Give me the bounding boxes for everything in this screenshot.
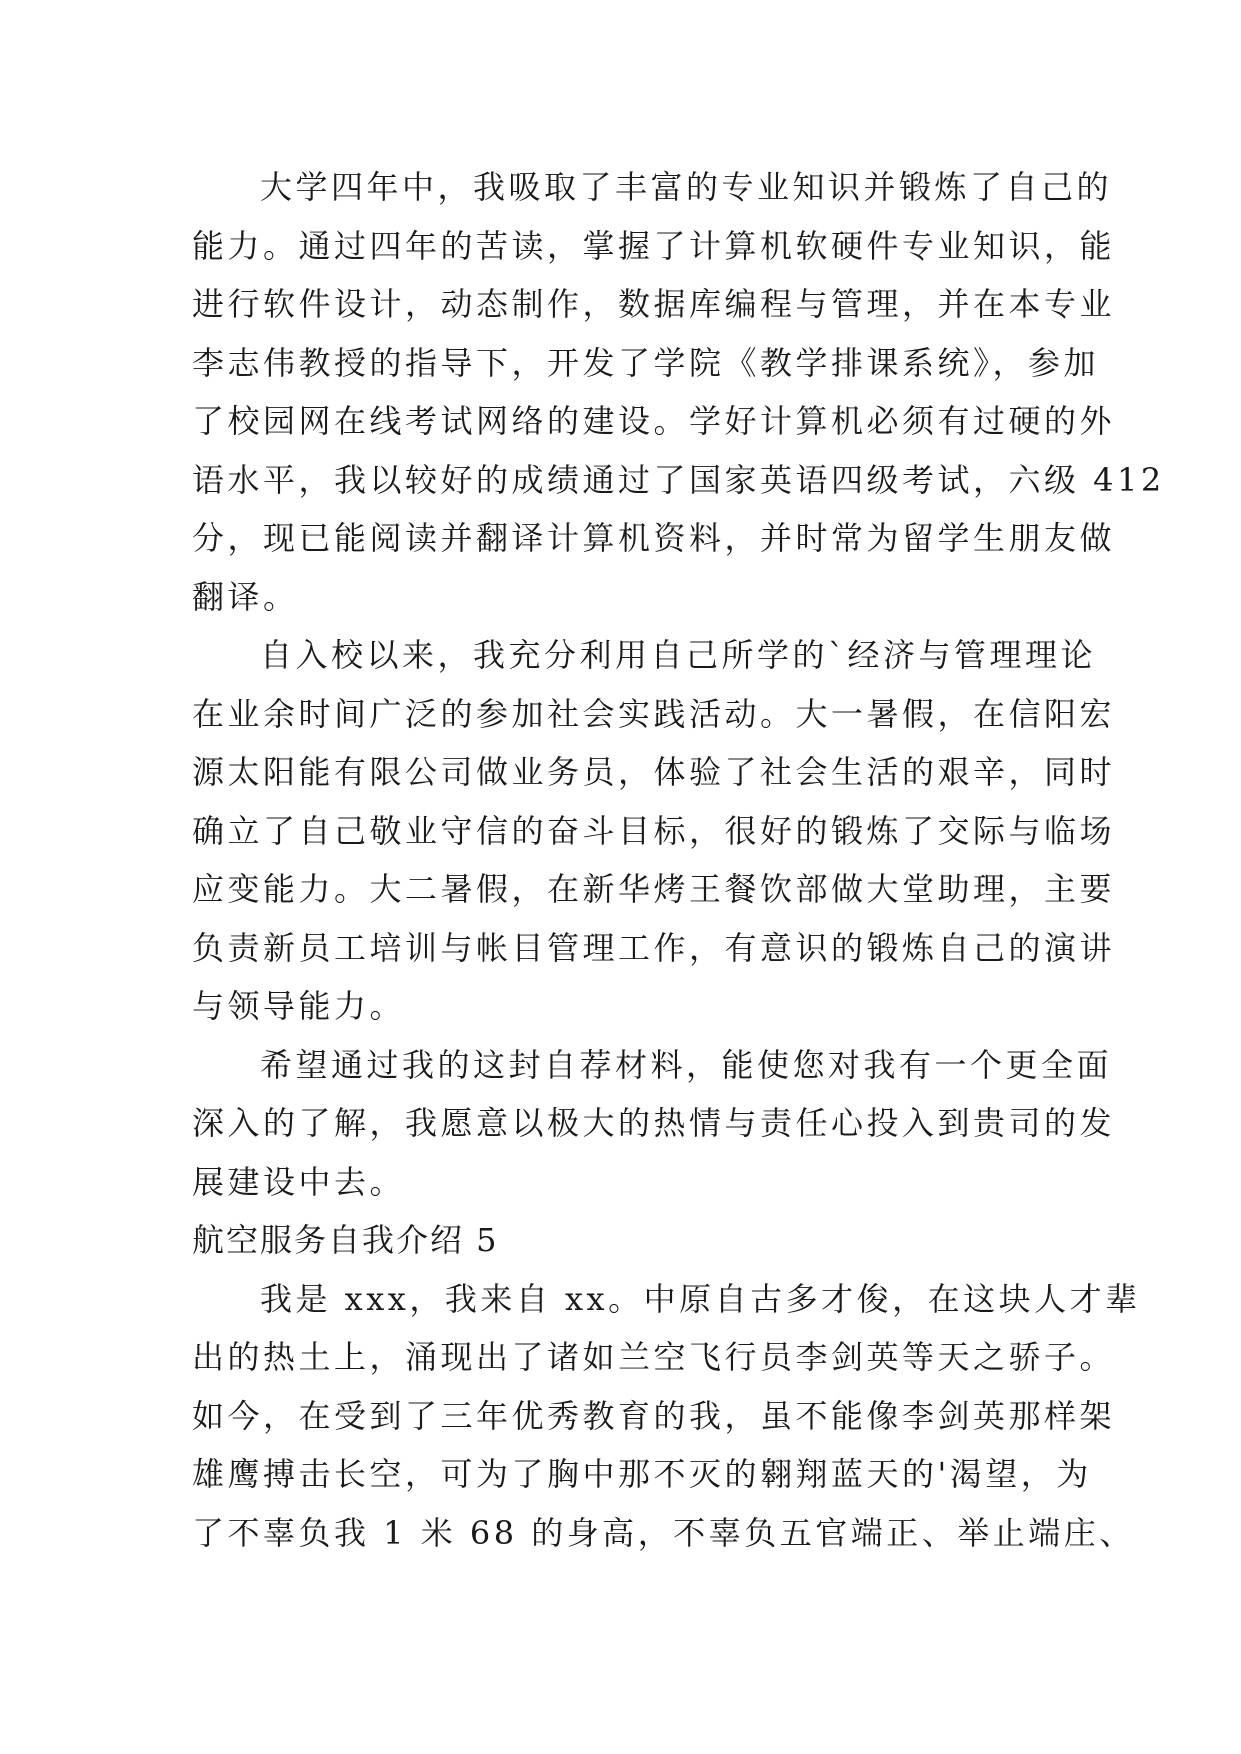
text-line: 进行软件设计，动态制作，数据库编程与管理，并在本专业 <box>192 285 1116 323</box>
text-line: 了校园网在线考试网络的建设。学好计算机必须有过硬的外 <box>192 402 1116 440</box>
text-line: 雄鹰搏击长空，可为了胸中那不灭的翱翔蓝天的'渴望，为 <box>192 1455 1092 1493</box>
document-body <box>192 158 1165 1562</box>
text-line: 希望通过我的这封自荐材料，能使您对我有一个更全面 <box>260 1045 1113 1084</box>
section-heading: 航空服务自我介绍 5 <box>192 1221 499 1259</box>
text-line: 展建设中去。 <box>192 1162 406 1201</box>
text-line: 负责新员工培训与帐目管理工作，有意识的锻炼自己的演讲 <box>192 928 1116 967</box>
text-line: 分，现已能阅读并翻译计算机资料，并时常为留学生朋友做 <box>192 519 1116 557</box>
text-line: 出的热土上，涌现出了诸如兰空飞行员李剑英等天之骄子。 <box>192 1338 1116 1376</box>
text-line: 语水平，我以较好的成绩通过了国家英语四级考试，六级 412 <box>192 460 1165 499</box>
text-line: 深入的了解，我愿意以极大的热情与责任心投入到贵司的发 <box>192 1104 1116 1142</box>
text-line: 自入校以来，我充分利用自己所学的`经济与管理理论 <box>260 636 1097 674</box>
paragraph-university-studies <box>192 158 1165 626</box>
text-line: 在业余时间广泛的参加社会实践活动。大一暑假，在信阳宏 <box>192 694 1116 733</box>
text-line: 如今，在受到了三年优秀教育的我，虽不能像李剑英那样架 <box>192 1396 1116 1435</box>
text-line: 翻译。 <box>192 577 299 616</box>
text-line: 大学四年中，我吸取了丰富的专业知识并锻炼了自己的 <box>260 168 1113 206</box>
paragraph-closing <box>192 1036 1116 1212</box>
paragraph-social-practice <box>192 626 1116 1036</box>
text-line: 我是 xxx，我来自 xx。中原自古多才俊，在这块人才辈 <box>260 1279 1141 1318</box>
text-line: 与领导能力。 <box>192 987 406 1025</box>
paragraph-self-introduction <box>192 1270 1141 1563</box>
text-line: 能力。通过四年的苦读，掌握了计算机软硬件专业知识，能 <box>192 226 1116 265</box>
text-line: 确立了自己敬业守信的奋斗目标，很好的锻炼了交际与临场 <box>192 811 1116 850</box>
text-line: 应变能力。大二暑假，在新华烤王餐饮部做大堂助理，主要 <box>192 870 1116 908</box>
text-line: 了不辜负我 1 米 68 的身高，不辜负五官端正、举止端庄、 <box>192 1513 1135 1552</box>
text-line: 源太阳能有限公司做业务员，体验了社会生活的艰辛，同时 <box>192 753 1116 791</box>
text-line: 李志伟教授的指导下，开发了学院《教学排课系统》，参加 <box>192 343 1100 382</box>
